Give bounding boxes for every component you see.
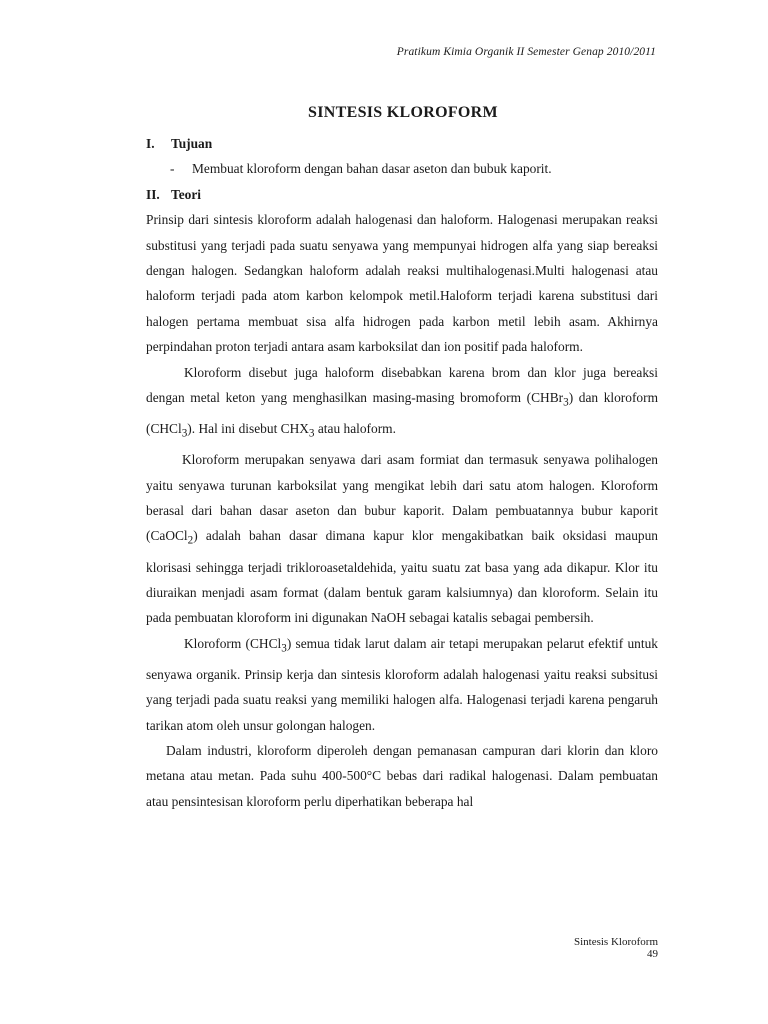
section-title: Tujuan <box>171 136 213 151</box>
text-run: ) semua tidak larut dalam air tetapi merupakan pelarut efektif untuk senyawa organik. Prinsip kerja dan sintesis kloroform adalah halogenasi yaitu reaksi subsitusi yang terjadi pada suatu reaksi yang memiliki halogen alfa. Halogenasi terjadi karena pengaruh tarikan atom oleh unsur golongan halogen. <box>146 635 658 733</box>
section-number: II. <box>146 186 160 202</box>
bullet-text: Membuat kloroform dengan bahan dasar aseton dan bubuk kaporit. <box>192 161 552 177</box>
subscript: 2 <box>187 535 194 548</box>
bullet-item <box>146 156 658 181</box>
text-run: Kloroform merupakan senyawa dari asam formiat dan termasuk senyawa polihalogen yaitu senyawa turunan karboksilat yang mengikat lebih dari satu atom halogen. Kloroform berasal dari bahan dasar aseton dan bubur kaporit. Dalam pembuatannya bubur kaporit (CaOCl <box>146 452 658 544</box>
page-number: 49 <box>647 948 658 960</box>
footer-label: Sintesis Kloroform <box>573 936 658 948</box>
document-title: SINTESIS KLOROFORM <box>308 104 498 121</box>
subscript: 3 <box>563 396 569 409</box>
paragraph-1: Prinsip dari sintesis kloroform adalah halogenasi dan haloform. Halogenasi merupakan reaksi substitusi yang terjadi pada suatu senyawa yang mempunyai hidrogen alfa yang siap bereaksi dengan halogen. Sedangkan haloform adalah reaksi multihalogenasi.Multi halogenasi atau haloform terjadi pada atom karbon kelompok metil.Haloform terjadi karena substitusi dari halogen pertama membuat sisa alfa hidrogen pada karbon metil lebih asam. Akhirnya perpindahan proton terjadi antara asam karboksilat dan ion positif pada haloform. <box>146 212 658 355</box>
text-run: ) adalah bahan dasar dimana kapur klor mengakibatkan baik oksidasi maupun klorisasi sehingga terjadi trikloroasetaldehida, yaitu suatu zat basa yang ada dikapur. Klor itu diuraikan menjadi asam format (dalam bentuk garam kalsiumnya) dan kloroform. Selain itu pada pembuatan kloroform ini digunakan NaOH sebagai katalis sebagai pembersih. <box>146 528 658 626</box>
text-run: atau haloform. <box>314 421 396 437</box>
text-run: ). Hal ini disebut CHX <box>187 421 309 437</box>
section-heading-teori <box>146 182 658 207</box>
paragraph-2 <box>146 360 658 448</box>
running-header: Pratikum Kimia Organik II Semester Genap 2010/2011 <box>396 46 656 58</box>
text-run: Kloroform (CHCl <box>184 635 282 651</box>
section-number: I. <box>146 136 155 151</box>
text-run: Kloroform disebut juga haloform disebabkan karena brom dan klor juga bereaksi dengan metal keton yang menghasilkan masing-masing bromoform (CHBr <box>146 364 658 406</box>
subscript: 3 <box>281 642 287 655</box>
subscript: 3 <box>308 427 315 440</box>
paragraph-5: Dalam industri, kloroform diperoleh dengan pemanasan campuran dari klorin dan kloro metana atau metan. Pada suhu 400-500°C bebas dari radikal halogenasi. Dalam pembuatan atau pensintesisan kloroform perlu diperhatikan beberapa hal <box>146 743 658 809</box>
page-footer <box>574 936 658 960</box>
subscript: 3 <box>181 427 188 440</box>
document-body <box>146 131 658 814</box>
paragraph-3 <box>146 447 658 631</box>
bullet-dash: - <box>170 161 175 177</box>
section-title: Teori <box>171 186 202 202</box>
paragraph-4 <box>146 631 658 738</box>
text-run: ) dan kloroform (CHCl <box>146 390 658 437</box>
section-heading-tujuan <box>146 131 658 156</box>
